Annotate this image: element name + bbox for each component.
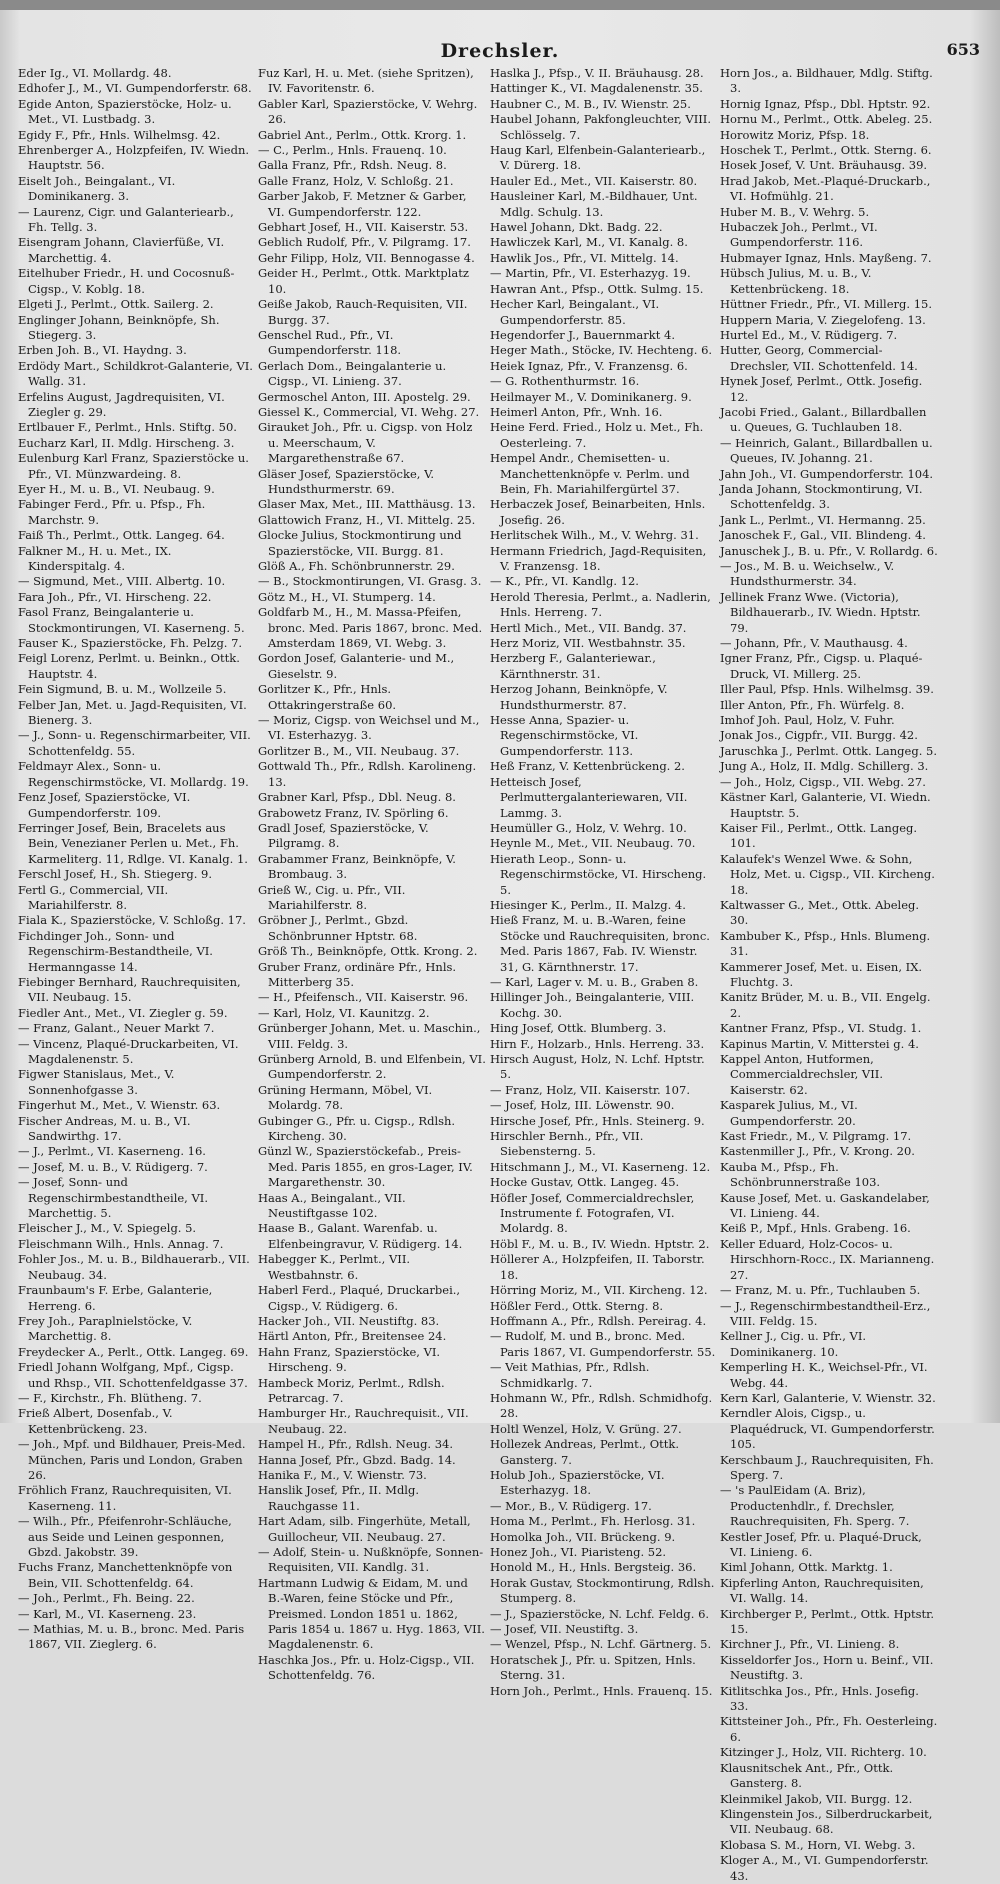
directory-entry: Fischer Andreas, M. u. B., VI. Sandwirthg. 17.	[18, 1113, 191, 1144]
directory-entry: Geiße Jakob, Rauch-Requisiten, VII. Burgg. 37.	[258, 297, 468, 327]
directory-entry: Hohmann W., Pfr., Rdlsh. Schmidhofg. 28.	[490, 1390, 713, 1421]
directory-entry: Hornig Ignaz, Pfsp., Dbl. Hptstr. 92.	[720, 96, 931, 111]
directory-entry: Geblich Rudolf, Pfr., V. Pilgramg. 17.	[258, 235, 471, 250]
directory-entry: Englinger Johann, Beinknöpfe, Sh. Stiegerg. 3.	[18, 312, 220, 342]
directory-entry: — 's PaulEidam (A. Briz), Productenhdlr., f. Drechsler, Rauchrequisiten, Fh. Sperg. 7.	[720, 1483, 910, 1529]
directory-entry: Haberl Ferd., Plaqué, Druckarbei., Cigsp., V. Rüdigerg. 6.	[258, 1283, 461, 1313]
directory-entry: Hanika F., M., V. Wienstr. 73.	[258, 1467, 427, 1482]
directory-entry: Höfler Josef, Commercialdrechsler, Instrumente f. Fotografen, VI. Molardg. 8.	[490, 1190, 695, 1236]
directory-entry: Fichdinger Joh., Sonn- und Regenschirm-Bestandtheile, VI. Hermanngasse 14.	[18, 928, 213, 974]
directory-entry: — Josef, Sonn- und Regenschirmbestandtheile, VI. Marchettig. 5.	[18, 1175, 208, 1221]
directory-entry: Freydecker A., Perlt., Ottk. Langeg. 69.	[18, 1344, 249, 1359]
directory-entry: Hubaczek Joh., Perlmt., VI. Gumpendorferstr. 116.	[720, 220, 878, 250]
directory-entry: Elgeti J., Perlmt., Ottk. Sailerg. 2.	[18, 297, 214, 312]
directory-entry: Kasparek Julius, M., VI. Gumpendorferstr. 20.	[720, 1098, 858, 1128]
directory-entry: Girauket Joh., Pfr. u. Cigsp. von Holz u. Meerschaum, V. Margarethenstraße 67.	[258, 420, 473, 466]
directory-entry: — Sigmund, Met., VIII. Albertg. 10.	[18, 574, 226, 589]
directory-entry: Kauba M., Pfsp., Fh. Schönbrunnerstraße 103.	[720, 1159, 881, 1190]
directory-entry: Holtl Wenzel, Holz, V. Grüng. 27.	[490, 1421, 682, 1436]
directory-entry: — Jos., M. B. u. Weichselw., V. Hundsthurmerstr. 34.	[720, 559, 895, 589]
directory-entry: Haslka J., Pfsp., V. II. Bräuhausg. 28.	[490, 66, 704, 80]
directory-entry: Fertl G., Commercial, VII. Mariahilferstr. 8.	[18, 882, 169, 912]
directory-entry: — Franz, Galant., Neuer Markt 7.	[18, 1021, 215, 1036]
directory-entry: Fiedler Ant., Met., VI. Ziegler g. 59.	[18, 1005, 228, 1020]
directory-entry: Figwer Stanislaus, Met., V. Sonnenhofgasse 3.	[18, 1067, 175, 1097]
directory-entry: Jahn Joh., VI. Gumpendorferstr. 104.	[720, 466, 934, 481]
directory-entry: Haas A., Beingalant., VII. Neustiftgasse 102.	[258, 1190, 406, 1221]
column-3	[490, 66, 716, 1698]
directory-entry: Frey Joh., Paraplnielstöcke, V. Marchettig. 8.	[18, 1313, 193, 1344]
directory-entry: Kambuber K., Pfsp., Hnls. Blumeng. 31.	[720, 928, 931, 959]
directory-entry: Kloger A., M., VI. Gumpendorferstr. 43.	[720, 1853, 929, 1883]
scan-border	[0, 0, 1000, 10]
directory-entry: Kause Josef, Met. u. Gaskandelaber, VI. Linieng. 44.	[720, 1190, 930, 1221]
page-number: 653	[946, 40, 980, 59]
directory-entry: Hauler Ed., Met., VII. Kaiserstr. 80.	[490, 173, 698, 188]
directory-entry: Gröbner J., Perlmt., Gbzd. Schönbrunner Hptstr. 68.	[258, 913, 418, 943]
directory-entry: Gordon Josef, Galanterie- und M., Gieselstr. 9.	[258, 651, 455, 681]
directory-entry: Hawlik Jos., Pfr., VI. Mittelg. 14.	[490, 250, 679, 265]
directory-entry: Kastenmiller J., Pfr., V. Krong. 20.	[720, 1144, 915, 1159]
directory-entry: — Joh., Holz, Cigsp., VII. Webg. 27.	[720, 774, 926, 789]
directory-entry: Egidy F., Pfr., Hnls. Wilhelmsg. 42.	[18, 127, 221, 142]
directory-entry: Eulenburg Karl Franz, Spazierstöcke u. Pfr., VI. Münzwardeing. 8.	[18, 451, 249, 481]
directory-entry: Grabammer Franz, Beinknöpfe, V. Brombaug. 3.	[258, 851, 456, 882]
directory-entry: Jellinek Franz Wwe. (Victoria), Bildhauerarb., IV. Wiedn. Hptstr. 79.	[720, 589, 921, 635]
directory-entry: Hirsche Josef, Pfr., Hnls. Steinerg. 9.	[490, 1113, 705, 1128]
directory-entry: Horowitz Moriz, Pfsp. 18.	[720, 127, 870, 142]
directory-entry: Germoschel Anton, III. Apostelg. 29.	[258, 389, 471, 404]
directory-entry: Gebhart Josef, H., VII. Kaiserstr. 53.	[258, 220, 469, 235]
directory-entry: Haschka Jos., Pfr. u. Holz-Cigsp., VII. Schottenfeldg. 76.	[258, 1652, 475, 1683]
directory-entry: — Karl, Lager v. M. u. B., Graben 8.	[490, 974, 699, 989]
directory-entry: Erfelins August, Jagdrequisiten, VI. Ziegler g. 29.	[18, 389, 225, 419]
directory-entry: — J., Regenschirmbestandtheil-Erz., VIII. Feldg. 15.	[720, 1298, 931, 1328]
directory-entry: — Johann, Pfr., V. Mauthausg. 4.	[720, 636, 908, 651]
directory-entry: Fröhlich Franz, Rauchrequisiten, VI. Kaserneng. 11.	[18, 1483, 232, 1513]
directory-entry: Kast Friedr., M., V. Pilgramg. 17.	[720, 1129, 912, 1144]
directory-entry: Kisseldorfer Jos., Horn u. Beinf., VII. Neustiftg. 3.	[720, 1652, 934, 1683]
directory-entry: Höllerer A., Holzpfeifen, II. Taborstr. 18.	[490, 1252, 705, 1282]
directory-entry: Heilmayer M., V. Dominikanerg. 9.	[490, 389, 692, 404]
directory-entry: — H., Pfeifensch., VII. Kaiserstr. 96.	[258, 990, 469, 1005]
directory-entry: Hüttner Friedr., Pfr., VI. Millerg. 15.	[720, 297, 932, 312]
directory-entry: Heiek Ignaz, Pfr., V. Franzensg. 6.	[490, 358, 688, 373]
directory-entry: Kerndler Alois, Cigsp., u. Plaquédruck, VI. Gumpendorferstr. 105.	[720, 1406, 935, 1452]
directory-entry: Hawel Johann, Dkt. Badg. 22.	[490, 220, 663, 235]
directory-entry: Iller Paul, Pfsp. Hnls. Wilhelmsg. 39.	[720, 682, 934, 697]
directory-entry: Kipferling Anton, Rauchrequisiten, VI. Wallg. 14.	[720, 1575, 924, 1606]
directory-entry: — F., Kirchstr., Fh. Blütheng. 7.	[18, 1390, 202, 1405]
directory-entry: Keiß P., Mpf., Hnls. Grabeng. 16.	[720, 1221, 911, 1236]
directory-entry: — K., Pfr., VI. Kandlg. 12.	[490, 574, 639, 589]
directory-entry: Eitelhuber Friedr., H. und Cocosnuß-Cigsp., V. Koblg. 18.	[18, 266, 235, 296]
directory-entry: Klausnitschek Ant., Pfr., Ottk. Gansterg. 8.	[720, 1760, 894, 1791]
directory-entry: Grabner Karl, Pfsp., Dbl. Neug. 8.	[258, 790, 456, 805]
directory-entry: — Joh., Perlmt., Fh. Being. 22.	[18, 1591, 195, 1606]
directory-entry: Hoffmann A., Pfr., Rdlsh. Pereirag. 4.	[490, 1313, 707, 1328]
directory-entry: Horn Joh., Perlmt., Hnls. Frauenq. 15.	[490, 1683, 713, 1698]
directory-entry: — Karl, Holz, VI. Kaunitzg. 2.	[258, 1005, 430, 1020]
directory-entry: Hierath Leop., Sonn- u. Regenschirmstöcke, VI. Hirscheng. 5.	[490, 851, 707, 897]
directory-entry: Keller Eduard, Holz-Cocos- u. Hirschhorn-Rocc., IX. Marianneng. 27.	[720, 1236, 935, 1282]
directory-entry: Galla Franz, Pfr., Rdsh. Neug. 8.	[258, 158, 447, 173]
directory-entry: Horatschek J., Pfr. u. Spitzen, Hnls. Sterng. 31.	[490, 1652, 696, 1683]
directory-entry: Fiebinger Bernhard, Rauchrequisiten, VII. Neubaug. 15.	[18, 974, 241, 1005]
directory-entry: Hubmayer Ignaz, Hnls. Mayßeng. 7.	[720, 250, 932, 265]
directory-entry: Klingenstein Jos., Silberdruckarbeit, VII. Neubaug. 68.	[720, 1806, 933, 1837]
directory-entry: Hamburger Hr., Rauchrequisit., VII. Neubaug. 22.	[258, 1406, 469, 1436]
directory-entry: Fauser K., Spazierstöcke, Fh. Pelzg. 7.	[18, 636, 243, 651]
directory-entry: Geider H., Perlmt., Ottk. Marktplatz 10.	[258, 266, 469, 296]
directory-entry: Eiselt Joh., Beingalant., VI. Dominikanerg. 3.	[18, 173, 176, 204]
directory-entry: Huppern Maria, V. Ziegelofeng. 13.	[720, 312, 926, 327]
column-4	[720, 66, 940, 1883]
directory-entry: Hetteisch Josef, Perlmuttergalanteriewaren, VII. Lammg. 3.	[490, 774, 688, 820]
directory-entry: Fasol Franz, Beingalanterie u. Stockmontirungen, VI. Kaserneng. 5.	[18, 605, 245, 635]
directory-entry: Heß Franz, V. Kettenbrückeng. 2.	[490, 759, 685, 774]
directory-entry: Haubel Johann, Pakfongleuchter, VIII. Schlösselg. 7.	[490, 112, 712, 142]
directory-entry: — Wilh., Pfr., Pfeifenrohr-Schläuche, aus Seide und Leinen gesponnen, Gbzd. Jakobstr. 39.	[18, 1514, 232, 1559]
directory-entry: — Josef, VII. Neustiftg. 3.	[490, 1622, 639, 1637]
directory-entry: Kammerer Josef, Met. u. Eisen, IX. Fluchtg. 3.	[720, 959, 923, 989]
directory-entry: Faiß Th., Perlmt., Ottk. Langeg. 64.	[18, 528, 225, 543]
directory-entry: Kiml Johann, Ottk. Marktg. 1.	[720, 1560, 893, 1575]
directory-entry: Hawran Ant., Pfsp., Ottk. Sulmg. 15.	[490, 281, 704, 296]
directory-entry: Hornu M., Perlmt., Ottk. Abeleg. 25.	[720, 112, 933, 127]
directory-entry: Felber Jan, Met. u. Jagd-Requisiten, VI. Bienerg. 3.	[18, 697, 247, 728]
directory-entry: Grünberg Arnold, B. und Elfenbein, VI. Gumpendorferstr. 2.	[258, 1052, 486, 1082]
directory-entry: Feigl Lorenz, Perlmt. u. Beinkn., Ottk. Hauptstr. 4.	[18, 651, 240, 681]
directory-entry: Hacker Joh., VII. Neustiftg. 83.	[258, 1313, 440, 1328]
directory-entry: Hocke Gustav, Ottk. Langeg. 45.	[490, 1175, 680, 1190]
directory-entry: Kappel Anton, Hutformen, Commercialdrechsler, VII. Kaiserstr. 62.	[720, 1052, 883, 1097]
directory-entry: Hübsch Julius, M. u. B., V. Kettenbrückeng. 18.	[720, 266, 872, 296]
directory-entry: Honez Joh., VI. Piaristeng. 52.	[490, 1545, 667, 1559]
directory-entry: Herold Theresia, Perlmt., a. Nadlerin, Hnls. Herreng. 7.	[490, 589, 711, 620]
directory-entry: Igner Franz, Pfr., Cigsp. u. Plaqué-Druck, VI. Millerg. 25.	[720, 651, 923, 681]
directory-entry: Ertlbauer F., Perlmt., Hnls. Stiftg. 50.	[18, 420, 237, 435]
directory-entry: Gläser Josef, Spazierstöcke, V. Hundsthurmerstr. 69.	[258, 466, 435, 496]
directory-entry: Janoschek F., Gal., VII. Blindeng. 4.	[720, 528, 926, 543]
directory-entry: Fenz Josef, Spazierstöcke, VI. Gumpendorferstr. 109.	[18, 790, 191, 820]
directory-entry: — Mathias, M. u. B., bronc. Med. Paris 1867, VII. Zieglerg. 6.	[18, 1622, 245, 1652]
directory-entry: Hegendorfer J., Bauernmarkt 4.	[490, 327, 675, 342]
directory-entry: Habegger K., Perlmt., VII. Westbahnstr. 6.	[258, 1252, 411, 1282]
directory-entry: Jank L., Perlmt., VI. Hermanng. 25.	[720, 512, 926, 527]
directory-entry: Hillinger Joh., Beingalanterie, VIII. Kochg. 30.	[490, 990, 695, 1020]
directory-entry: Hitschmann J., M., VI. Kaserneng. 12.	[490, 1159, 711, 1174]
directory-entry: Kitzinger J., Holz, VII. Richterg. 10.	[720, 1745, 927, 1760]
directory-entry: Horak Gustav, Stockmontirung, Rdlsh. Stumperg. 8.	[490, 1575, 715, 1606]
directory-entry: — Heinrich, Galant., Billardballen u. Queues, IV. Johanng. 21.	[720, 435, 933, 466]
directory-entry: Jonak Jos., Cigpfr., VII. Burgg. 42.	[720, 728, 918, 743]
directory-entry: Kemperling H. K., Weichsel-Pfr., VI. Webg. 44.	[720, 1360, 928, 1390]
directory-entry: Falkner M., H. u. Met., IX. Kinderspitalg. 4.	[18, 543, 172, 573]
directory-entry: Herzog Johann, Beinknöpfe, V. Hundsthurmerstr. 87.	[490, 682, 668, 712]
directory-entry: Gottwald Th., Pfr., Rdlsh. Karolineng. 13.	[258, 759, 477, 789]
directory-entry: Jaruschka J., Perlmt. Ottk. Langeg. 5.	[720, 743, 937, 758]
directory-entry: Giessel K., Commercial, VI. Wehg. 27.	[258, 404, 480, 419]
directory-entry: Eder Ig., VI. Mollardg. 48.	[18, 66, 172, 80]
directory-entry: Grabowetz Franz, IV. Spörling 6.	[258, 805, 449, 820]
directory-entry: Holub Joh., Spazierstöcke, VI. Esterhazyg. 18.	[490, 1467, 665, 1498]
directory-entry: — Wenzel, Pfsp., N. Lchf. Gärtnerg. 5.	[490, 1637, 712, 1652]
directory-entry: Herlitschek Wilh., M., V. Wehrg. 31.	[490, 528, 699, 543]
directory-entry: Herbaczek Josef, Beinarbeiten, Hnls. Josefig. 26.	[490, 497, 706, 527]
directory-entry: — Josef, Holz, III. Löwenstr. 90.	[490, 1098, 675, 1113]
directory-entry: Kalaufek's Wenzel Wwe. & Sohn, Holz, Met. u. Cigsp., VII. Kircheng. 18.	[720, 851, 935, 897]
directory-entry: Glöß A., Fh. Schönbrunnerstr. 29.	[258, 559, 455, 573]
directory-entry: Frieß Albert, Dosenfab., V. Kettenbrückeng. 23.	[18, 1406, 173, 1436]
column-2	[258, 66, 486, 1683]
directory-entry: Hausleiner Karl, M.-Bildhauer, Unt. Mdlg. Schulg. 13.	[490, 189, 698, 219]
directory-entry: Ferringer Josef, Bein, Bracelets aus Bein, Venezianer Perlen u. Met., Fh. Karmeliterg. 11, Rdlge. VI. Kanalg. 1.	[18, 820, 248, 866]
directory-entry: Kapinus Martin, V. Mitterstei g. 4.	[720, 1036, 919, 1051]
directory-entry: Fabinger Ferd., Pfr. u. Pfsp., Fh. Marchstr. 9.	[18, 497, 206, 527]
directory-entry: — B., Stockmontirungen, VI. Grasg. 3.	[258, 574, 482, 589]
directory-entry: Hrad Jakob, Met.-Plaqué-Druckarb., VI. Hofmühlg. 21.	[720, 173, 931, 204]
directory-entry: Galle Franz, Holz, V. Schloßg. 21.	[258, 173, 454, 188]
directory-entry: Ehrenberger A., Holzpfeifen, IV. Wiedn. Hauptstr. 56.	[18, 143, 250, 173]
directory-entry: Kestler Josef, Pfr. u. Plaqué-Druck, VI. Linieng. 6.	[720, 1529, 922, 1559]
directory-entry: — J., Sonn- u. Regenschirmarbeiter, VII. Schottenfeldg. 55.	[18, 728, 251, 758]
directory-entry: Hempel Andr., Chemisetten- u. Manchettenknöpfe v. Perlm. und Bein, Fh. Mariahilfergürtel 37.	[490, 451, 690, 496]
directory-entry: Hirsch August, Holz, N. Lchf. Hptstr. 5.	[490, 1052, 705, 1082]
directory-entry: Horn Jos., a. Bildhauer, Mdlg. Stiftg. 3.	[720, 66, 933, 96]
directory-entry: — Mor., B., V. Rüdigerg. 17.	[490, 1498, 652, 1513]
directory-entry: Hanna Josef, Pfr., Gbzd. Badg. 14.	[258, 1452, 456, 1467]
directory-entry: — Franz, M. u. Pfr., Tuchlauben 5.	[720, 1283, 921, 1298]
directory-entry: Fara Joh., Pfr., VI. Hirscheng. 22.	[18, 589, 212, 604]
directory-entry: Grünberger Johann, Met. u. Maschin., VIII. Feldg. 3.	[258, 1021, 481, 1051]
directory-entry: Haug Karl, Elfenbein-Galanteriearb., V. Dürerg. 18.	[490, 143, 706, 173]
directory-entry: — Josef, M. u. B., V. Rüdigerg. 7.	[18, 1159, 208, 1174]
directory-entry: Hattinger K., VI. Magdalenenstr. 35.	[490, 81, 703, 96]
directory-entry: Homolka Joh., VII. Brückeng. 9.	[490, 1529, 676, 1544]
directory-entry: Kaltwasser G., Met., Ottk. Abeleg. 30.	[720, 897, 920, 928]
directory-entry: Kaiser Fil., Perlmt., Ottk. Langeg. 101.	[720, 820, 918, 851]
directory-entry: Hiesinger K., Perlm., II. Malzg. 4.	[490, 897, 686, 912]
directory-entry: Kleinmikel Jakob, VII. Burgg. 12.	[720, 1791, 913, 1806]
directory-entry: Kitlitschka Jos., Pfr., Hnls. Josefig. 33.	[720, 1683, 919, 1714]
directory-entry: Garber Jakob, F. Metzner & Garber, VI. Gumpendorferstr. 122.	[258, 189, 467, 219]
directory-entry: Kittsteiner Joh., Pfr., Fh. Oesterleing. 6.	[720, 1714, 938, 1744]
directory-entry: Edhofer J., M., VI. Gumpendorferstr. 68.	[18, 81, 252, 96]
directory-entry: Hing Josef, Ottk. Blumberg. 3.	[490, 1021, 667, 1036]
column-1	[18, 66, 254, 1652]
directory-entry: Kantner Franz, Pfsp., VI. Studg. 1.	[720, 1021, 922, 1036]
directory-entry: Haase B., Galant. Warenfab. u. Elfenbeingravur, V. Rüdigerg. 14.	[258, 1221, 463, 1251]
directory-entry: Kästner Karl, Galanterie, VI. Wiedn. Hauptstr. 5.	[720, 790, 931, 820]
directory-entry: — Laurenz, Cigr. und Galanteriearb., Fh. Tellg. 3.	[18, 204, 234, 235]
directory-entry: Hynek Josef, Perlmt., Ottk. Josefig. 12.	[720, 374, 923, 404]
directory-entry: Herz Moriz, VII. Westbahnstr. 35.	[490, 636, 686, 651]
directory-entry: Kellner J., Cig. u. Pfr., VI. Dominikanerg. 10.	[720, 1329, 867, 1359]
directory-entry: Iller Anton, Pfr., Fh. Würfelg. 8.	[720, 697, 905, 712]
directory-entry: — Franz, Holz, VII. Kaiserstr. 107.	[490, 1082, 690, 1097]
directory-entry: — Moriz, Cigsp. von Weichsel und M., VI. Esterhazyg. 3.	[258, 713, 480, 743]
directory-entry: — Adolf, Stein- u. Nußknöpfe, Sonnen-Requisiten, VII. Kandlg. 31.	[258, 1545, 484, 1575]
directory-entry: Gradl Josef, Spazierstöcke, V. Pilgramg. 8.	[258, 820, 429, 851]
directory-entry: Grüning Hermann, Möbel, VI. Molardg. 78.	[258, 1082, 433, 1113]
directory-entry: Gehr Filipp, Holz, VII. Bennogasse 4.	[258, 250, 475, 265]
directory-entry: Janda Johann, Stockmontirung, VI. Schottenfeldg. 3.	[720, 481, 923, 512]
directory-entry: Götz M., H., VI. Stumperg. 14.	[258, 589, 436, 604]
directory-entry: — Joh., Mpf. und Bildhauer, Preis-Med. München, Paris und London, Graben 26.	[18, 1437, 246, 1482]
directory-entry: Grieß W., Cig. u. Pfr., VII. Mariahilferstr. 8.	[258, 882, 406, 912]
directory-entry: Hambeck Moriz, Perlmt., Rdlsh. Petrarcag. 7.	[258, 1375, 445, 1405]
directory-entry: Gorlitzer K., Pfr., Hnls. Ottakringerstraße 60.	[258, 682, 397, 712]
directory-entry: Klobasa S. M., Horn, VI. Webg. 3.	[720, 1837, 916, 1852]
directory-entry: Kirchberger P., Perlmt., Ottk. Hptstr. 15.	[720, 1606, 935, 1637]
page-title: Drechsler.	[440, 40, 560, 62]
directory-entry: Glaser Max, Met., III. Matthäusg. 13.	[258, 497, 476, 512]
directory-entry: Kern Karl, Galanterie, V. Wienstr. 32.	[720, 1390, 936, 1405]
directory-entry: Homa M., Perlmt., Fh. Herlosg. 31.	[490, 1514, 696, 1529]
directory-entry: Feldmayr Alex., Sonn- u. Regenschirmstöcke, VI. Mollardg. 19.	[18, 759, 249, 789]
directory-entry: — J., Perlmt., VI. Kaserneng. 16.	[18, 1144, 206, 1159]
directory-entry: Kerschbaum J., Rauchrequisiten, Fh. Sperg. 7.	[720, 1452, 934, 1482]
directory-entry: Goldfarb M., H., M. Massa-Pfeifen, bronc. Med. Paris 1867, bronc. Med. Amsterdam 1869, VI. Webg. 3.	[258, 605, 483, 651]
directory-entry: Fleischer J., M., V. Spiegelg. 5.	[18, 1221, 197, 1236]
directory-entry: Erben Joh. B., VI. Haydng. 3.	[18, 343, 187, 358]
directory-entry: Fiala K., Spazierstöcke, V. Schloßg. 17.	[18, 913, 246, 928]
directory-entry: Honold M., H., Hnls. Bergsteig. 36.	[490, 1560, 697, 1575]
directory-entry: Hampel H., Pfr., Rdlsh. Neug. 34.	[258, 1437, 454, 1452]
directory-entry: Hesse Anna, Spazier- u. Regenschirmstöcke, VI. Gumpendorferstr. 113.	[490, 713, 639, 758]
directory-entry: Fraunbaum's F. Erbe, Galanterie, Herreng. 6.	[18, 1283, 213, 1313]
directory-entry: Hutter, Georg, Commercial-Drechsler, VII. Schottenfeld. 14.	[720, 343, 918, 373]
directory-entry: Hößler Ferd., Ottk. Sterng. 8.	[490, 1298, 664, 1313]
directory-entry: Eyer H., M. u. B., VI. Neubaug. 9.	[18, 481, 215, 496]
directory-entry: Heger Math., Stöcke, IV. Hechteng. 6.	[490, 343, 713, 358]
directory-entry: Egide Anton, Spazierstöcke, Holz- u. Met., VI. Lustbadg. 3.	[18, 96, 232, 127]
directory-entry: Gabler Karl, Spazierstöcke, V. Wehrg. 26.	[258, 96, 478, 127]
directory-entry: Höbl F., M. u. B., IV. Wiedn. Hptstr. 2.	[490, 1236, 710, 1251]
directory-entry: Jacobi Fried., Galant., Billardballen u. Queues, G. Tuchlauben 18.	[720, 404, 927, 435]
directory-entry: Hawliczek Karl, M., VI. Kanalg. 8.	[490, 235, 688, 250]
directory-entry: Hartmann Ludwig & Eidam, M. und B.-Waren, feine Stöcke und Pfr., Preismed. London 1851 u. 1862, Paris 1854 u. 1867 u. Hyg. 1863, VII. Magdalenenstr. 6.	[258, 1575, 485, 1652]
directory-entry: — Veit Mathias, Pfr., Rdlsh. Schmidkarlg. 7.	[490, 1360, 650, 1390]
directory-entry: Hirn F., Holzarb., Hnls. Herreng. 33.	[490, 1036, 705, 1051]
directory-entry: Gubinger G., Pfr. u. Cigsp., Rdlsh. Kircheng. 30.	[258, 1113, 456, 1144]
directory-entry: Hörring Moriz, M., VII. Kircheng. 12.	[490, 1283, 708, 1298]
directory-entry: Glattowich Franz, H., VI. Mittelg. 25.	[258, 512, 476, 527]
directory-entry: — C., Perlm., Hnls. Frauenq. 10.	[258, 143, 447, 158]
directory-entry: Größ Th., Beinknöpfe, Ottk. Krong. 2.	[258, 944, 478, 959]
directory-entry: Jung A., Holz, II. Mdlg. Schillerg. 3.	[720, 759, 929, 774]
directory-entry: Glocke Julius, Stockmontirung und Spazierstöcke, VII. Burgg. 81.	[258, 528, 462, 558]
directory-entry: — Martin, Pfr., VI. Esterhazyg. 19.	[490, 266, 691, 281]
directory-entry: Härtl Anton, Pfr., Breitensee 24.	[258, 1329, 447, 1344]
directory-entry: — G. Rothenthurmstr. 16.	[490, 374, 640, 389]
directory-entry: Heimerl Anton, Pfr., Wnh. 16.	[490, 404, 663, 419]
directory-entry: Herzberg F., Galanteriewar., Kärnthnerstr. 31.	[490, 651, 656, 681]
directory-entry: Heumüller G., Holz, V. Wehrg. 10.	[490, 820, 687, 835]
directory-entry: Ferschl Josef, H., Sh. Stiegerg. 9.	[18, 867, 213, 882]
directory-entry: Hoschek T., Perlmt., Ottk. Sterng. 6.	[720, 143, 932, 158]
directory-entry: Hertl Mich., Met., VII. Bandg. 37.	[490, 620, 687, 635]
directory-entry: Huber M. B., V. Wehrg. 5.	[720, 204, 870, 219]
directory-entry: Heine Ferd. Fried., Holz u. Met., Fh. Oesterleing. 7.	[490, 420, 704, 450]
directory-entry: Hermann Friedrich, Jagd-Requisiten, V. Franzensg. 18.	[490, 543, 707, 573]
directory-entry: Kirchner J., Pfr., VI. Linieng. 8.	[720, 1637, 900, 1652]
directory-entry: Haubner C., M. B., IV. Wienstr. 25.	[490, 96, 691, 111]
directory-entry: Hanslik Josef, Pfr., II. Mdlg. Rauchgasse 11.	[258, 1483, 419, 1513]
directory-entry: Eisengram Johann, Clavierfüße, VI. Marchettig. 4.	[18, 235, 225, 265]
directory-entry: Hecher Karl, Beingalant., VI. Gumpendorferstr. 85.	[490, 297, 660, 327]
directory-entry: Januschek J., B. u. Pfr., V. Rollardg. 6.	[720, 543, 938, 558]
directory-entry: Fuchs Franz, Manchettenknöpfe von Bein, VII. Schottenfeldg. 64.	[18, 1560, 233, 1590]
directory-entry: Fuz Karl, H. u. Met. (siehe Spritzen), IV. Favoritenstr. 6.	[258, 66, 474, 96]
directory-entry: Hurtel Ed., M., V. Rüdigerg. 7.	[720, 327, 898, 342]
directory-entry: Genschel Rud., Pfr., VI. Gumpendorferstr. 118.	[258, 327, 402, 358]
directory-entry: Gabriel Ant., Perlm., Ottk. Krorg. 1.	[258, 127, 467, 142]
directory-entry: — J., Spazierstöcke, N. Lchf. Feldg. 6.	[490, 1606, 710, 1621]
directory-entry: Friedl Johann Wolfgang, Mpf., Cigsp. und Rhsp., VII. Schottenfeldgasse 37.	[18, 1360, 248, 1390]
directory-entry: Hollezek Andreas, Perlmt., Ottk. Gansterg. 7.	[490, 1437, 680, 1467]
directory-entry: Günzl W., Spazierstöckefab., Preis-Med. Paris 1855, en gros-Lager, IV. Margarethenstr. 30.	[258, 1144, 473, 1190]
directory-entry: Eucharz Karl, II. Mdlg. Hirscheng. 3.	[18, 435, 235, 450]
directory-entry: Hart Adam, silb. Fingerhüte, Metall, Guillocheur, VII. Neubaug. 27.	[258, 1514, 471, 1544]
directory-entry: — Karl, M., VI. Kaserneng. 23.	[18, 1606, 197, 1621]
directory-entry: Heynle M., Met., VII. Neubaug. 70.	[490, 836, 696, 851]
directory-entry: Gruber Franz, ordinäre Pfr., Hnls. Mitterberg 35.	[258, 959, 457, 989]
directory-entry: Erdödy Mart., Schildkrot-Galanterie, VI. Wallg. 31.	[18, 358, 253, 389]
directory-entry: — Rudolf, M. und B., bronc. Med. Paris 1867, VI. Gumpendorferstr. 55.	[490, 1329, 716, 1359]
directory-entry: — Vincenz, Plaqué-Druckarbeiten, VI. Magdalenenstr. 5.	[18, 1036, 239, 1066]
directory-entry: Fingerhut M., Met., V. Wienstr. 63.	[18, 1098, 221, 1113]
directory-entry: Gerlach Dom., Beingalanterie u. Cigsp., VI. Linieng. 37.	[258, 358, 447, 389]
directory-entry: Fein Sigmund, B. u. M., Wollzeile 5.	[18, 682, 227, 697]
directory-entry: Fohler Jos., M. u. B., Bildhauerarb., VII. Neubaug. 34.	[18, 1252, 250, 1282]
directory-entry: Hahn Franz, Spazierstöcke, VI. Hirscheng. 9.	[258, 1344, 441, 1375]
directory-entry: Kanitz Brüder, M. u. B., VII. Engelg. 2.	[720, 990, 931, 1020]
directory-entry: Imhof Joh. Paul, Holz, V. Fuhr.	[720, 713, 895, 728]
directory-entry: Hosek Josef, V. Unt. Bräuhausg. 39.	[720, 158, 928, 173]
directory-entry: Hirschler Bernh., Pfr., VII. Siebensterng. 5.	[490, 1129, 644, 1159]
directory-entry: Gorlitzer B., M., VII. Neubaug. 37.	[258, 743, 460, 758]
directory-entry: Fleischmann Wilh., Hnls. Annag. 7.	[18, 1236, 224, 1251]
directory-entry: Hieß Franz, M. u. B.-Waren, feine Stöcke und Rauchrequisiten, bronc. Med. Paris 1867, Fab. IV. Wienstr. 31, G. Kärnthnerstr. 17.	[490, 913, 710, 974]
